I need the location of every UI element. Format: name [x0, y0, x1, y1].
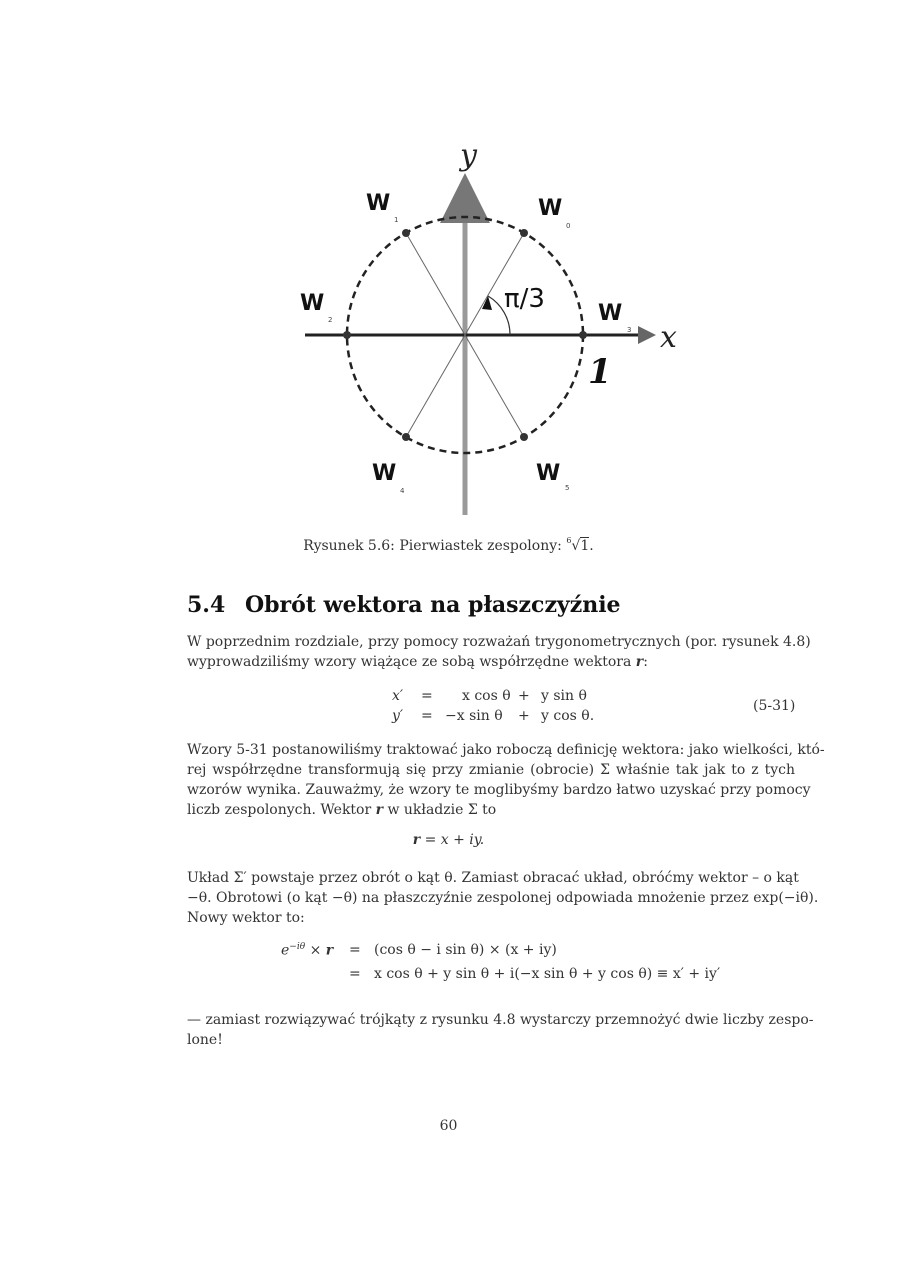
eq-lhs: x′ [392, 688, 404, 704]
eq-equals: = [349, 942, 361, 958]
root-label-w0: W [538, 196, 563, 221]
text-line: −θ. Obrotowi (o kąt −θ) na płaszczyźnie zespolonej odpowiada mnożenie przez exp(−iθ). [187, 890, 819, 906]
root-point [402, 229, 410, 237]
radius-line-w4 [406, 335, 465, 437]
root-label-w3: W [598, 301, 623, 326]
root-subscript: 3 [627, 326, 632, 334]
eq-term: x cos θ [462, 688, 511, 704]
text-line [187, 652, 795, 672]
eq-plus: + [518, 708, 530, 724]
root-label-w5: W [536, 461, 561, 486]
text-line: rej współrzędne transformują się przy zmianie (obrocie) Σ właśnie tak jak to z tych [187, 762, 795, 778]
root-label-w2: W [300, 291, 325, 316]
root-subscript: 2 [328, 316, 333, 324]
text-fragment: liczb zespolonych. Wektor [187, 802, 376, 818]
page-number: 60 [439, 1118, 458, 1134]
eq-plus: + [518, 688, 530, 704]
equation-multiplication [0, 942, 897, 986]
eq-term: y sin θ [541, 688, 587, 704]
vector-symbol: r [325, 942, 334, 959]
eq-equals: = [421, 708, 433, 724]
text-line: Wzory 5-31 postanowiliśmy traktować jako roboczą definicję wektora: jako wielkości, któ- [187, 742, 825, 758]
section-number: 5.4 [187, 592, 226, 618]
eq-lhs: y′ [392, 708, 404, 724]
equation-number: (5-31) [753, 698, 796, 714]
root-label-w1: W [366, 191, 391, 216]
text-line: wzorów wynika. Zauważmy, że wzory te moglibyśmy bardzo łatwo uzyskać przy pomocy [187, 782, 811, 798]
eq-times: × [305, 942, 326, 959]
section-heading [187, 592, 621, 618]
section-title: Obrót wektora na płaszczyźnie [245, 592, 621, 618]
root-point [343, 331, 351, 339]
eq-equals: = [349, 966, 361, 982]
eq-rhs: x cos θ + y sin θ + i(−x sin θ + y cos θ) ≡ x′ + iy′ [374, 966, 721, 982]
vector-symbol: r [375, 802, 384, 818]
y-axis-label: y [460, 138, 477, 173]
text-line: W poprzednim rozdziale, przy pomocy rozważań trygonometrycznych (por. rysunek 4.8) [187, 634, 811, 650]
caption-text: Rysunek 5.6: Pierwiastek zespolony: [303, 538, 567, 554]
caption-end: . [589, 538, 594, 554]
text-line: Układ Σ′ powstaje przez obrót o kąt θ. Zamiast obracać układ, obróćmy wektor – o kąt [187, 870, 799, 886]
paragraph-3 [187, 868, 819, 928]
vector-symbol: r [635, 654, 644, 670]
text-fragment: : [643, 654, 648, 670]
radical-sign: √ [571, 538, 581, 554]
vector-symbol: r [412, 832, 421, 848]
root-subscript: 0 [566, 222, 571, 230]
paragraph-2 [187, 740, 825, 820]
text-line: Nowy wektor to: [187, 910, 305, 926]
equation-r [0, 832, 897, 848]
text-fragment: w układzie Σ to [383, 802, 497, 818]
eq-lhs-exponent: −iθ [289, 942, 306, 952]
x-axis-label: x [660, 320, 677, 355]
text-line [187, 800, 795, 820]
root-point [520, 433, 528, 441]
text-fragment: wyprowadziliśmy wzory wiążące ze sobą współrzędne wektora [187, 654, 636, 670]
caption-root-arg: 1 [580, 538, 590, 554]
x-axis-arrow [638, 326, 656, 344]
figure-caption [0, 536, 897, 554]
root-label-w4: W [372, 461, 397, 486]
radius-line-w1 [406, 233, 465, 335]
root-point [402, 433, 410, 441]
eq-term: y cos θ. [541, 708, 595, 724]
root-subscript: 5 [565, 484, 570, 492]
paragraph-4 [187, 1010, 814, 1050]
root-subscript: 1 [394, 216, 399, 224]
paragraph-1 [187, 632, 811, 672]
unit-label: 1 [588, 352, 612, 392]
radius-line-w5 [465, 335, 524, 437]
root-point [520, 229, 528, 237]
eq-rhs: (cos θ − i sin θ) × (x + iy) [374, 942, 557, 958]
eq-rhs: = x + iy. [420, 832, 485, 848]
angle-label: π/3 [504, 284, 545, 314]
text-line: lone! [187, 1032, 223, 1048]
caption-root [566, 538, 589, 554]
eq-lhs-base: e [281, 942, 290, 959]
complex-root-figure [290, 135, 690, 520]
eq-equals: = [421, 688, 433, 704]
text-line: — zamiast rozwiązywać trójkąty z rysunku 4.8 wystarczy przemnożyć dwie liczby zespo- [187, 1012, 814, 1028]
root-point [579, 331, 587, 339]
caption-root-index: 6 [566, 536, 572, 545]
eq-term: −x sin θ [445, 708, 503, 724]
root-subscript: 4 [400, 487, 405, 495]
